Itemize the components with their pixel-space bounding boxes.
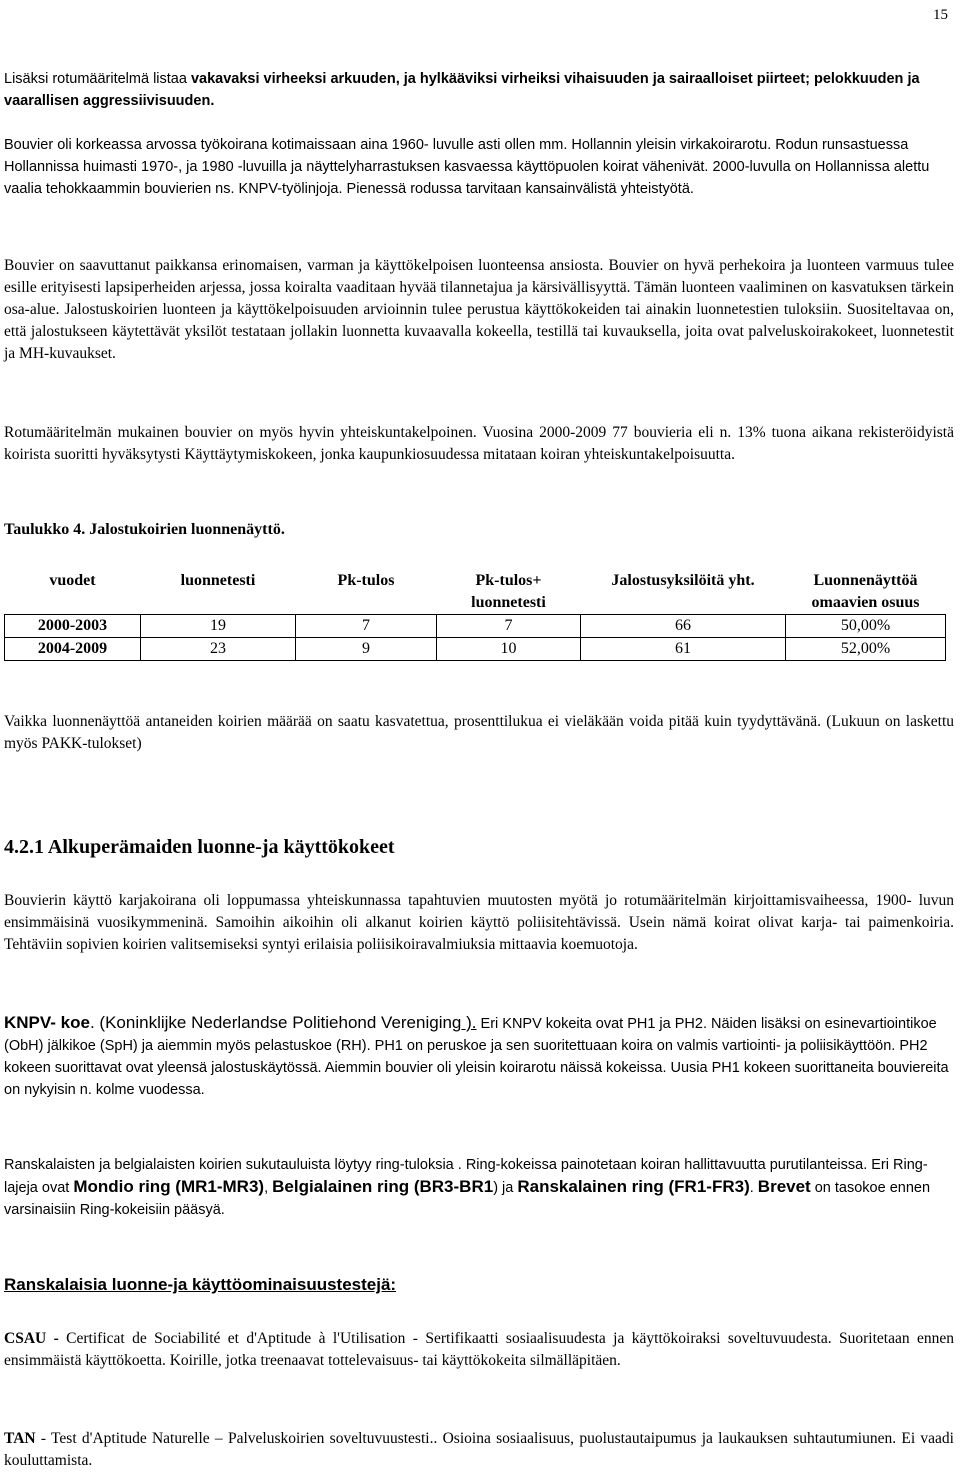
tan-label: TAN [4,1430,36,1447]
header-cell: Jalostusyksilöitä yht. [581,570,786,615]
paragraph-table-comment: Vaikka luonnenäyttöä antaneiden koirien määrää on saatu kasvatettua, prosenttilukua ei vieläkään voida pitää kuin tyydyttävänä. (Lukuun on laskettu myös PAKK-tulokset) [4,713,954,752]
paragraph-faults [4,68,954,112]
paragraph-origins: Bouvierin käyttö karjakoirana oli loppumassa yhteiskunnassa tapahtuvien muutosten myötä jo rotumääritelmän kirjoittamisvaiheessa, 1900- luvun ensimmäisinä vuosikymmeninä. Samoihin aikoihin oli alkanut koirien käyttö poliisitehtävissä. Usein nämä koirat olivat karja- tai paimenkoiria. Tehtäviin sopivien koirien valitsemiseksi syntyi erilaisia poliisikoiravalmiuksia mittaavia koemuotoja. [4,892,954,953]
mondio-ring: Mondio ring (MR1-MR3) [73,1177,265,1196]
section-heading-french-tests: Ranskalaisia luonne-ja käyttöominaisuustestejä: [4,1275,397,1294]
table-cell: 10 [437,638,581,661]
header-cell: Luonnenäyttöä omaavien osuus [786,570,946,615]
faults-intro: Lisäksi rotumääritelmä listaa [4,71,191,87]
table-cell: 7 [296,615,437,638]
table-row [5,615,946,638]
knpv-close: ). [461,1013,477,1032]
table-cell-years: 2004-2009 [5,638,141,661]
brevet-label: Brevet [757,1177,811,1196]
tan-text: - Test d'Aptitude Naturelle – Palveluskoirien soveltuvuustesti.. Osioina sosiaalisuus, puolustautaipumus ja laukauksen suhtautumiunen. Ei vaadi kouluttamista. [4,1430,954,1469]
section-heading-tests: 4.2.1 Alkuperämaiden luonne-ja käyttökokeet [4,836,395,858]
table-cell: 50,00% [786,615,946,638]
paragraph-csau [4,1328,954,1372]
french-ring: Ranskalainen ring (FR1-FR3) [517,1177,750,1196]
faults-bold: vakavaksi virheeksi arkuuden, ja hylkääviksi virheiksi vihaisuuden ja sairaalloiset piirteet; pelokkuuden ja vaarallisen aggressiivisuuden. [4,71,920,109]
page-number: 15 [933,7,948,23]
table-cell: 61 [581,638,786,661]
csau-text: Certificat de Sociabilité et d'Aptitude à l'Utilisation - Sertifikaatti sosiaalisuudesta ja käyttökoiraksi soveltuvuudesta. Suoritetaan ennen ensimmäistä käyttökoetta. Koirille, jotka treenaavat tottelevaisuus- tai käyttökokeita silmälläpitäen. [4,1330,954,1369]
knpv-paren: . ( [89,1013,106,1032]
ring-sep: . [749,1180,758,1196]
table-cell-years: 2000-2003 [5,615,141,638]
knpv-label: KNPV- koe [4,1013,90,1032]
table-row [5,638,946,661]
csau-label: CSAU - [4,1330,59,1347]
ring-text: Ranskalaisten ja belgialaisten koirien sukutauluista löytyy ring-tuloksia . Ring-kokeissa painotetaan koiran hallittavuutta purutilanteissa. Eri Ring-lajeja ovat [4,1157,928,1196]
header-cell: luonnetesti [141,570,296,615]
table-cell: 7 [437,615,581,638]
belgian-ring: Belgialainen ring (BR3-BR1 [272,1177,494,1196]
header-cell: Pk-tulos [296,570,437,615]
table-cell: 66 [581,615,786,638]
ring-sep: ) ja [493,1180,518,1196]
paragraph-ring [4,1154,954,1221]
table-caption: Taulukko 4. Jalostukoirien luonnenäyttö. [4,521,285,538]
paragraph-history: Bouvier oli korkeassa arvossa työkoirana kotimaissaan aina 1960- luvulle asti ollen mm. Hollannin yleisin virkakoirarotu. Rodun runsastuessa Hollannissa huimasti 1970-, ja 1980 -luvuilla ja näyttelyharrastuksen kasvaessa käyttöpuolen koirat vähenivät. 2000-luvulla on Hollannissa alettu vaalia tehokkaammin bouvierien ns. KNPV-työlinjoja. Pienessä rodussa tarvitaan kansainvälistä yhteistyötä. [4,137,930,197]
ring-sep: , [264,1180,273,1196]
paragraph-tan [4,1428,954,1472]
table-cell: 23 [141,638,296,661]
paragraph-temperament: Bouvier on saavuttanut paikkansa erinomaisen, varman ja käyttökelpoisen luonteensa ansiosta. Bouvier on hyvä perhekoira ja luonteen varmuus tulee esille erityisesti lapsiperheiden arjessa, jossa koiralta vaaditaan hyvää tilannetajua ja kärsivällisyyttä. Tämän luonteen vaaliminen on kasvatuksen tärkein osa-alue. Jalostuskoirien luonteen ja käyttökelpoisuuden arvioinnin tulee perustua käyttökokeiden tai ainakin luonnetestien tuloksiin. Suositeltavaa on, että jalostukseen käytettävät yksilöt testataan jollakin luonnetta kuvaavalla kokeella, testillä tai kuvauksella, joita ovat palveluskoirakokeet, luonnetestit ja MH-kuvaukset. [4,257,954,362]
header-cell: vuodet [5,570,141,615]
paragraph-social-fitness: Rotumääritelmän mukainen bouvier on myös hyvin yhteiskuntakelpoinen. Vuosina 2000-2009 77 bouvieria eli n. 13% tuona aikana rekisteröidyistä koirista suoritti hyväksytysti Käyttäytymiskokeen, jonka kaupunkiosuudessa mitataan koiran yhteiskuntakelpoisuutta. [4,424,954,463]
table-cell: 52,00% [786,638,946,661]
knpv-text: Eri KNPV kokeita ovat PH1 ja PH2. Näiden lisäksi on esinevartiointikoe (ObH) jälkikoe (SpH) ja aiemmin myös pelastuskoe (RH). PH1 on peruskoe ja sen suoritettuaan koira on valmis vartiointi- ja poliisikäyttöön. PH2 kokeen suorittavat ovat yleensä jalostuskäytössä. Aiemmin bouvier oli yleisin koirarotu näissä kokeissa. Uusia PH1 kokeen suorittaneita bouviereita on nykyisin n. kolme vuodessa. [4,1016,949,1098]
header-cell: Pk-tulos+ luonnetesti [437,570,581,615]
brevet-text: on tasokoe ennen varsinaisiin Ring-kokeisiin pääsyä. [4,1180,931,1218]
table-cell: 19 [141,615,296,638]
temperament-table [4,570,946,661]
table-cell: 9 [296,638,437,661]
paragraph-knpv [4,1012,954,1101]
table-header-row [5,570,946,615]
knpv-full-name: Koninklijke Nederlandse Politiehond Vereniging [105,1013,462,1032]
